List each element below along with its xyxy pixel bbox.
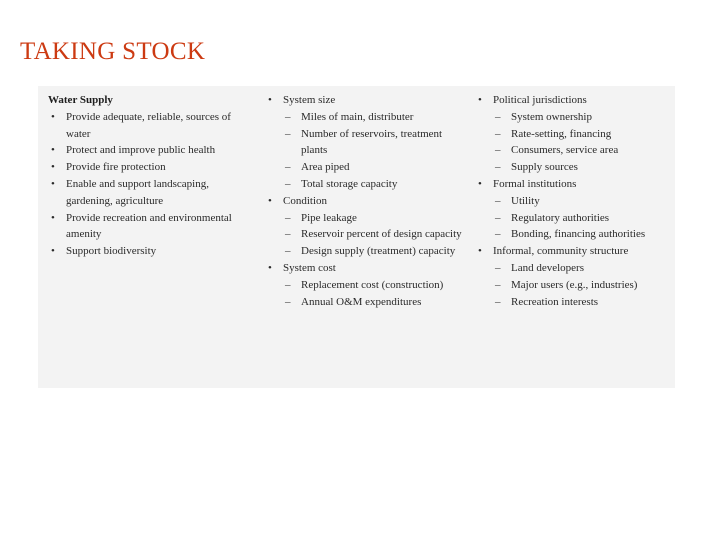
column-water-supply-goals (48, 92, 244, 260)
taking-stock-table (38, 86, 675, 388)
bullet-item: • Informal, community structure (475, 243, 671, 260)
sub-bullet-item: – Land developers (475, 260, 671, 277)
sub-bullet-item: – Rate-setting, financing (475, 126, 671, 143)
slide-title: TAKING STOCK (20, 38, 206, 65)
bullet-item: • Provide adequate, reliable, sources of water (48, 109, 244, 143)
sub-bullet-item: – Consumers, service area (475, 142, 671, 159)
sub-bullet-item: – Reservoir percent of design capacity (265, 226, 465, 243)
bullet-item: • Provide recreation and environmental amenity (48, 210, 244, 244)
sub-bullet-item: – Pipe leakage (265, 210, 465, 227)
sub-bullet-item: – Bonding, financing authorities (475, 226, 671, 243)
sub-bullet-item: – Total storage capacity (265, 176, 465, 193)
bullet-item: • Condition (265, 193, 465, 210)
bullet-list (265, 92, 465, 310)
bullet-list (48, 109, 244, 260)
sub-bullet-item: – System ownership (475, 109, 671, 126)
sub-bullet-item: – Design supply (treatment) capacity (265, 243, 465, 260)
sub-bullet-item: – Replacement cost (construction) (265, 277, 465, 294)
bullet-item: • Protect and improve public health (48, 142, 244, 159)
bullet-item: • System size (265, 92, 465, 109)
sub-bullet-item: – Major users (e.g., industries) (475, 277, 671, 294)
bullet-item: • Support biodiversity (48, 243, 244, 260)
sub-bullet-item: – Miles of main, distributer (265, 109, 465, 126)
column-heading: Water Supply (48, 94, 113, 106)
sub-bullet-item: – Supply sources (475, 159, 671, 176)
bullet-item: • Formal institutions (475, 176, 671, 193)
sub-bullet-item: – Area piped (265, 159, 465, 176)
sub-bullet-item: – Annual O&M expenditures (265, 294, 465, 311)
bullet-item: • System cost (265, 260, 465, 277)
column-institutions (475, 92, 671, 310)
bullet-item: • Enable and support landscaping, gardening, agriculture (48, 176, 244, 210)
sub-bullet-item: – Utility (475, 193, 671, 210)
bullet-list (475, 92, 671, 310)
bullet-item: • Political jurisdictions (475, 92, 671, 109)
sub-bullet-item: – Number of reservoirs, treatment plants (265, 126, 465, 160)
sub-bullet-item: – Regulatory authorities (475, 210, 671, 227)
column-system-metrics (265, 92, 465, 310)
bullet-item: • Provide fire protection (48, 159, 244, 176)
sub-bullet-item: – Recreation interests (475, 294, 671, 311)
